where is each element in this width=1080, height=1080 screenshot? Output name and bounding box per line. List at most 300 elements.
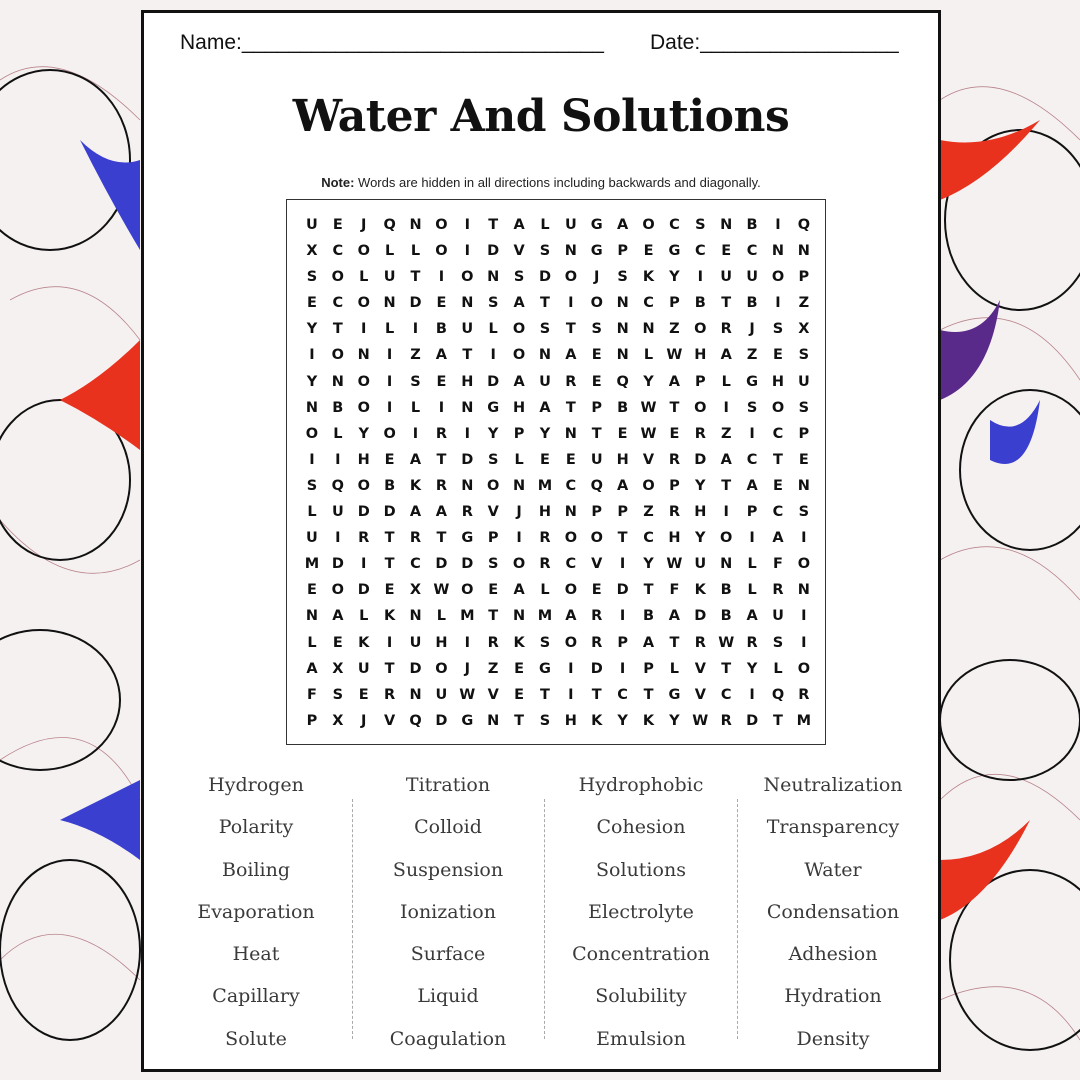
grid-letter[interactable]: A	[617, 217, 629, 233]
grid-letter[interactable]: N	[461, 399, 474, 416]
grid-letter[interactable]: Z	[487, 660, 499, 677]
grid-letter[interactable]: E	[436, 295, 447, 312]
grid-letter[interactable]: L	[333, 425, 343, 442]
grid-letter[interactable]: O	[305, 425, 319, 442]
grid-letter[interactable]: E	[514, 686, 525, 703]
grid-letter[interactable]: R	[746, 634, 758, 651]
grid-letter[interactable]: S	[798, 347, 810, 364]
grid-letter[interactable]: Y	[358, 425, 369, 442]
grid-letter[interactable]: G	[668, 243, 681, 260]
grid-letter[interactable]: N	[538, 347, 552, 364]
grid-letter[interactable]: K	[409, 477, 422, 494]
grid-letter[interactable]: T	[332, 321, 343, 338]
grid-letter[interactable]: B	[617, 399, 629, 416]
grid-letter[interactable]: O	[357, 295, 370, 312]
grid-letter[interactable]: O	[642, 477, 655, 494]
grid-letter[interactable]: L	[410, 243, 421, 260]
grid-letter[interactable]: I	[775, 217, 781, 233]
grid-letter[interactable]: C	[669, 217, 680, 233]
grid-letter[interactable]: I	[516, 530, 522, 547]
grid-letter[interactable]: N	[797, 477, 810, 494]
grid-letter[interactable]: T	[669, 634, 680, 651]
grid-letter[interactable]: I	[619, 660, 626, 677]
grid-letter[interactable]: R	[565, 373, 577, 390]
grid-letter[interactable]: L	[359, 608, 369, 625]
grid-letter[interactable]: D	[487, 373, 500, 390]
grid-letter[interactable]: X	[332, 660, 344, 677]
grid-letter[interactable]: Q	[383, 217, 396, 233]
grid-letter[interactable]: J	[749, 321, 755, 338]
grid-letter[interactable]: N	[487, 712, 500, 729]
grid-letter[interactable]: E	[643, 243, 654, 260]
grid-letter[interactable]: T	[591, 686, 602, 703]
grid-letter[interactable]: T	[643, 582, 654, 599]
grid-letter[interactable]: L	[643, 347, 654, 364]
grid-letter[interactable]: V	[513, 243, 525, 260]
grid-letter[interactable]: A	[668, 373, 681, 390]
grid-letter[interactable]: Y	[695, 477, 706, 494]
grid-letter[interactable]: P	[669, 295, 680, 312]
grid-letter[interactable]: D	[461, 556, 474, 573]
grid-letter[interactable]: Y	[617, 712, 628, 729]
grid-letter[interactable]: W	[666, 347, 683, 364]
grid-letter[interactable]: H	[435, 634, 448, 651]
grid-letter[interactable]: R	[539, 530, 551, 547]
grid-letter[interactable]: N	[564, 504, 577, 521]
grid-letter[interactable]: N	[487, 269, 500, 286]
grid-letter[interactable]: V	[487, 686, 499, 703]
grid-letter[interactable]: Q	[616, 373, 629, 390]
grid-letter[interactable]: A	[772, 530, 784, 547]
grid-letter[interactable]: G	[487, 399, 500, 416]
grid-letter[interactable]: R	[591, 608, 603, 625]
grid-letter[interactable]: T	[462, 347, 473, 364]
grid-letter[interactable]: N	[409, 608, 422, 625]
grid-letter[interactable]: U	[435, 686, 448, 703]
grid-letter[interactable]: Z	[720, 425, 732, 442]
grid-letter[interactable]: S	[617, 269, 628, 286]
grid-letter[interactable]: V	[591, 556, 603, 573]
grid-letter[interactable]: D	[694, 608, 707, 625]
grid-letter[interactable]: D	[357, 582, 370, 599]
grid-letter[interactable]: R	[409, 530, 422, 547]
grid-letter[interactable]: Y	[306, 373, 318, 390]
grid-letter[interactable]: C	[720, 686, 732, 703]
grid-letter[interactable]: U	[539, 373, 551, 390]
grid-letter[interactable]: L	[307, 504, 317, 521]
grid-letter[interactable]: T	[514, 712, 525, 729]
grid-letter[interactable]: O	[357, 477, 370, 494]
grid-letter[interactable]: P	[591, 504, 603, 521]
grid-letter[interactable]: J	[464, 660, 470, 677]
grid-letter[interactable]: H	[668, 530, 681, 547]
grid-letter[interactable]: P	[487, 530, 499, 547]
grid-letter[interactable]: P	[798, 269, 810, 286]
grid-letter[interactable]: D	[409, 660, 422, 677]
grid-letter[interactable]: P	[617, 634, 628, 651]
grid-letter[interactable]: O	[357, 243, 370, 260]
grid-letter[interactable]: D	[746, 712, 759, 729]
grid-letter[interactable]: P	[513, 425, 525, 442]
grid-letter[interactable]: H	[564, 712, 577, 729]
grid-letter[interactable]: S	[772, 634, 784, 651]
grid-letter[interactable]: N	[383, 295, 396, 312]
grid-letter[interactable]: I	[723, 399, 729, 416]
grid-letter[interactable]: Y	[539, 425, 551, 442]
grid-letter[interactable]: L	[747, 582, 757, 599]
grid-letter[interactable]: T	[643, 686, 654, 703]
grid-letter[interactable]: I	[568, 686, 574, 703]
grid-letter[interactable]: L	[436, 608, 447, 625]
grid-letter[interactable]: I	[464, 425, 470, 442]
grid-letter[interactable]: A	[409, 504, 422, 521]
grid-letter[interactable]: I	[361, 556, 367, 573]
grid-letter[interactable]: U	[306, 530, 318, 547]
grid-letter[interactable]: S	[695, 217, 706, 233]
grid-letter[interactable]: I	[619, 556, 626, 573]
grid-letter[interactable]: E	[721, 243, 732, 260]
grid-letter[interactable]: L	[773, 660, 783, 677]
grid-letter[interactable]: U	[720, 269, 733, 286]
grid-letter[interactable]: N	[461, 295, 474, 312]
grid-letter[interactable]: O	[564, 269, 578, 286]
grid-letter[interactable]: D	[435, 556, 448, 573]
grid-letter[interactable]: E	[773, 477, 783, 494]
grid-letter[interactable]: S	[306, 477, 318, 494]
grid-letter[interactable]: C	[694, 243, 706, 260]
grid-letter[interactable]: O	[383, 425, 396, 442]
grid-letter[interactable]: K	[642, 269, 655, 286]
grid-letter[interactable]: E	[384, 451, 395, 468]
grid-letter[interactable]: A	[513, 295, 525, 312]
grid-letter[interactable]: E	[306, 295, 317, 312]
grid-letter[interactable]: G	[461, 530, 474, 547]
grid-letter[interactable]: R	[720, 321, 732, 338]
grid-letter[interactable]: C	[565, 477, 577, 494]
grid-letter[interactable]: E	[617, 425, 628, 442]
grid-letter[interactable]: E	[669, 425, 680, 442]
grid-letter[interactable]: B	[694, 295, 706, 312]
grid-letter[interactable]: N	[797, 582, 810, 599]
grid-letter[interactable]: C	[332, 295, 344, 312]
grid-letter[interactable]: E	[591, 582, 602, 599]
grid-letter[interactable]: O	[331, 582, 344, 599]
grid-letter[interactable]: R	[358, 530, 370, 547]
grid-letter[interactable]: O	[720, 530, 733, 547]
grid-letter[interactable]: C	[746, 451, 758, 468]
grid-letter[interactable]: O	[512, 556, 526, 573]
grid-letter[interactable]: A	[617, 477, 629, 494]
grid-letter[interactable]: I	[568, 295, 574, 312]
grid-letter[interactable]: O	[694, 399, 707, 416]
grid-letter[interactable]: E	[436, 373, 447, 390]
grid-letter[interactable]: E	[773, 347, 783, 364]
grid-letter[interactable]: E	[306, 582, 317, 599]
grid-letter[interactable]: U	[564, 217, 577, 233]
grid-letter[interactable]: N	[771, 243, 785, 260]
grid-letter[interactable]: W	[718, 634, 735, 651]
grid-letter[interactable]: T	[540, 686, 550, 703]
grid-letter[interactable]: L	[359, 269, 369, 286]
grid-letter[interactable]: A	[746, 608, 758, 625]
grid-letter[interactable]: N	[409, 217, 422, 233]
grid-letter[interactable]: M	[460, 608, 475, 625]
grid-letter[interactable]: T	[773, 712, 783, 729]
grid-letter[interactable]: B	[384, 477, 396, 494]
grid-letter[interactable]: R	[798, 686, 810, 703]
grid-letter[interactable]: C	[772, 425, 784, 442]
grid-letter[interactable]: E	[540, 451, 550, 468]
grid-letter[interactable]: A	[332, 608, 344, 625]
grid-letter[interactable]: L	[669, 660, 680, 677]
grid-letter[interactable]: N	[331, 373, 344, 390]
grid-letter[interactable]: X	[306, 243, 318, 260]
grid-letter[interactable]: K	[358, 634, 370, 651]
grid-letter[interactable]: V	[487, 504, 499, 521]
grid-letter[interactable]: N	[513, 608, 526, 625]
grid-letter[interactable]: T	[488, 217, 499, 233]
grid-letter[interactable]: S	[539, 321, 551, 338]
grid-letter[interactable]: N	[616, 295, 629, 312]
grid-letter[interactable]: E	[384, 582, 395, 599]
grid-letter[interactable]: D	[383, 504, 396, 521]
grid-letter[interactable]: W	[692, 712, 709, 729]
grid-letter[interactable]: U	[409, 634, 422, 651]
grid-letter[interactable]: O	[461, 269, 474, 286]
grid-letter[interactable]: V	[694, 686, 706, 703]
grid-letter[interactable]: S	[798, 504, 810, 521]
grid-letter[interactable]: U	[797, 373, 810, 390]
grid-letter[interactable]: U	[306, 217, 318, 233]
grid-letter[interactable]: S	[539, 634, 551, 651]
grid-letter[interactable]: A	[565, 608, 577, 625]
grid-letter[interactable]: L	[384, 243, 395, 260]
grid-letter[interactable]: B	[720, 608, 732, 625]
grid-letter[interactable]: N	[642, 321, 655, 338]
grid-letter[interactable]: A	[642, 634, 655, 651]
grid-letter[interactable]: E	[798, 451, 809, 468]
grid-letter[interactable]: I	[464, 634, 470, 651]
grid-letter[interactable]: O	[512, 347, 526, 364]
grid-letter[interactable]: L	[540, 582, 550, 599]
grid-letter[interactable]: Y	[643, 556, 654, 573]
grid-letter[interactable]: C	[565, 556, 577, 573]
grid-letter[interactable]: I	[335, 451, 341, 468]
grid-letter[interactable]: Z	[798, 295, 810, 312]
grid-letter[interactable]: R	[384, 686, 396, 703]
grid-letter[interactable]: S	[306, 269, 318, 286]
grid-letter[interactable]: H	[694, 504, 707, 521]
grid-letter[interactable]: P	[591, 399, 603, 416]
grid-letter[interactable]: N	[797, 243, 810, 260]
grid-letter[interactable]: U	[383, 269, 396, 286]
grid-letter[interactable]: V	[694, 660, 706, 677]
grid-letter[interactable]: D	[461, 451, 474, 468]
grid-letter[interactable]: S	[539, 243, 551, 260]
grid-letter[interactable]: D	[435, 712, 448, 729]
grid-letter[interactable]: R	[591, 634, 603, 651]
grid-letter[interactable]: W	[459, 686, 476, 703]
grid-letter[interactable]: Y	[306, 321, 318, 338]
grid-letter[interactable]: J	[594, 269, 600, 286]
grid-letter[interactable]: T	[384, 556, 395, 573]
grid-letter[interactable]: I	[386, 634, 393, 651]
grid-letter[interactable]: Q	[590, 477, 603, 494]
grid-letter[interactable]: Y	[487, 425, 499, 442]
grid-letter[interactable]: O	[642, 217, 655, 233]
grid-letter[interactable]: K	[642, 712, 655, 729]
grid-letter[interactable]: B	[746, 295, 758, 312]
grid-letter[interactable]: T	[721, 477, 732, 494]
grid-letter[interactable]: Z	[643, 504, 654, 521]
grid-letter[interactable]: I	[490, 347, 496, 364]
grid-letter[interactable]: H	[694, 347, 707, 364]
grid-letter[interactable]: L	[721, 373, 731, 390]
grid-letter[interactable]: O	[694, 321, 707, 338]
grid-letter[interactable]: D	[590, 660, 603, 677]
grid-letter[interactable]: V	[384, 712, 396, 729]
grid-letter[interactable]: A	[513, 582, 525, 599]
grid-letter[interactable]: L	[384, 321, 395, 338]
grid-letter[interactable]: R	[668, 451, 680, 468]
grid-letter[interactable]: N	[616, 321, 629, 338]
grid-letter[interactable]: D	[616, 582, 629, 599]
grid-letter[interactable]: B	[720, 582, 732, 599]
grid-letter[interactable]: R	[694, 634, 706, 651]
grid-letter[interactable]: T	[565, 321, 576, 338]
grid-letter[interactable]: J	[516, 504, 522, 521]
grid-letter[interactable]: L	[540, 217, 550, 233]
grid-letter[interactable]: K	[694, 582, 706, 599]
grid-letter[interactable]: I	[309, 451, 315, 468]
grid-letter[interactable]: S	[487, 295, 499, 312]
grid-letter[interactable]: G	[668, 686, 681, 703]
grid-letter[interactable]: A	[306, 660, 318, 677]
grid-letter[interactable]: S	[772, 321, 784, 338]
grid-letter[interactable]: B	[332, 399, 344, 416]
grid-letter[interactable]: I	[801, 608, 807, 625]
grid-letter[interactable]: O	[461, 582, 474, 599]
grid-letter[interactable]: S	[410, 373, 421, 390]
grid-letter[interactable]: D	[331, 556, 344, 573]
grid-letter[interactable]: U	[331, 504, 344, 521]
grid-letter[interactable]: N	[616, 347, 629, 364]
grid-letter[interactable]: P	[694, 373, 706, 390]
grid-letter[interactable]: I	[438, 269, 445, 286]
grid-letter[interactable]: U	[746, 269, 758, 286]
grid-letter[interactable]: O	[331, 347, 344, 364]
grid-letter[interactable]: T	[617, 530, 628, 547]
grid-letter[interactable]: N	[409, 686, 422, 703]
grid-letter[interactable]: I	[464, 217, 470, 233]
grid-letter[interactable]: A	[513, 373, 525, 390]
grid-letter[interactable]: A	[668, 608, 681, 625]
grid-letter[interactable]: H	[771, 373, 785, 390]
grid-letter[interactable]: S	[798, 399, 810, 416]
grid-letter[interactable]: O	[797, 556, 811, 573]
grid-letter[interactable]: B	[435, 321, 447, 338]
grid-letter[interactable]: G	[590, 217, 603, 233]
grid-letter[interactable]: I	[412, 321, 419, 338]
grid-letter[interactable]: J	[361, 217, 367, 233]
grid-letter[interactable]: Q	[771, 686, 785, 703]
grid-letter[interactable]: S	[487, 556, 499, 573]
grid-letter[interactable]: E	[514, 660, 525, 677]
grid-letter[interactable]: S	[539, 712, 551, 729]
grid-letter[interactable]: O	[512, 321, 526, 338]
grid-letter[interactable]: F	[669, 582, 680, 599]
grid-letter[interactable]: W	[640, 399, 657, 416]
grid-letter[interactable]: A	[513, 217, 525, 233]
grid-letter[interactable]: N	[305, 608, 319, 625]
grid-letter[interactable]: G	[539, 660, 551, 677]
grid-letter[interactable]: T	[591, 425, 602, 442]
grid-letter[interactable]: H	[461, 373, 474, 390]
grid-letter[interactable]: H	[357, 451, 370, 468]
grid-letter[interactable]: O	[771, 399, 785, 416]
grid-letter[interactable]: H	[538, 504, 552, 521]
grid-letter[interactable]: S	[332, 686, 344, 703]
grid-letter[interactable]: Q	[331, 477, 344, 494]
grid-letter[interactable]: I	[386, 373, 393, 390]
grid-letter[interactable]: N	[720, 217, 733, 233]
grid-letter[interactable]: U	[694, 556, 707, 573]
grid-letter[interactable]: T	[488, 608, 499, 625]
grid-letter[interactable]: W	[666, 556, 683, 573]
grid-letter[interactable]: T	[721, 295, 732, 312]
grid-letter[interactable]: U	[461, 321, 474, 338]
grid-letter[interactable]: F	[306, 686, 317, 703]
grid-letter[interactable]: Y	[746, 660, 758, 677]
grid-letter[interactable]: Z	[669, 321, 680, 338]
grid-letter[interactable]: H	[513, 399, 526, 416]
grid-letter[interactable]: A	[539, 399, 551, 416]
grid-letter[interactable]: O	[357, 399, 370, 416]
grid-letter[interactable]: O	[435, 243, 448, 260]
grid-letter[interactable]: N	[720, 556, 733, 573]
grid-letter[interactable]: A	[720, 451, 732, 468]
grid-letter[interactable]: O	[564, 634, 578, 651]
grid-letter[interactable]: A	[435, 504, 448, 521]
grid-letter[interactable]: O	[435, 217, 448, 233]
grid-letter[interactable]: R	[461, 504, 473, 521]
grid-letter[interactable]: Y	[669, 269, 680, 286]
name-field[interactable]: Name:_______________________________	[180, 31, 604, 54]
grid-letter[interactable]: P	[617, 504, 628, 521]
grid-letter[interactable]: P	[746, 504, 758, 521]
grid-letter[interactable]: P	[669, 477, 680, 494]
grid-letter[interactable]: L	[307, 634, 317, 651]
grid-letter[interactable]: R	[435, 425, 447, 442]
grid-letter[interactable]: C	[772, 504, 784, 521]
grid-letter[interactable]: S	[591, 321, 602, 338]
grid-letter[interactable]: L	[488, 321, 498, 338]
grid-letter[interactable]: Z	[410, 347, 421, 364]
grid-letter[interactable]: G	[461, 712, 474, 729]
grid-letter[interactable]: C	[410, 556, 421, 573]
grid-letter[interactable]: S	[746, 399, 758, 416]
grid-letter[interactable]: T	[721, 660, 732, 677]
grid-letter[interactable]: N	[305, 399, 319, 416]
grid-letter[interactable]: C	[746, 243, 758, 260]
grid-letter[interactable]: T	[436, 451, 447, 468]
grid-letter[interactable]: H	[616, 451, 629, 468]
grid-letter[interactable]: O	[564, 582, 578, 599]
grid-letter[interactable]: O	[331, 269, 344, 286]
grid-letter[interactable]: Z	[746, 347, 758, 364]
grid-letter[interactable]: L	[410, 399, 421, 416]
grid-letter[interactable]: A	[746, 477, 758, 494]
